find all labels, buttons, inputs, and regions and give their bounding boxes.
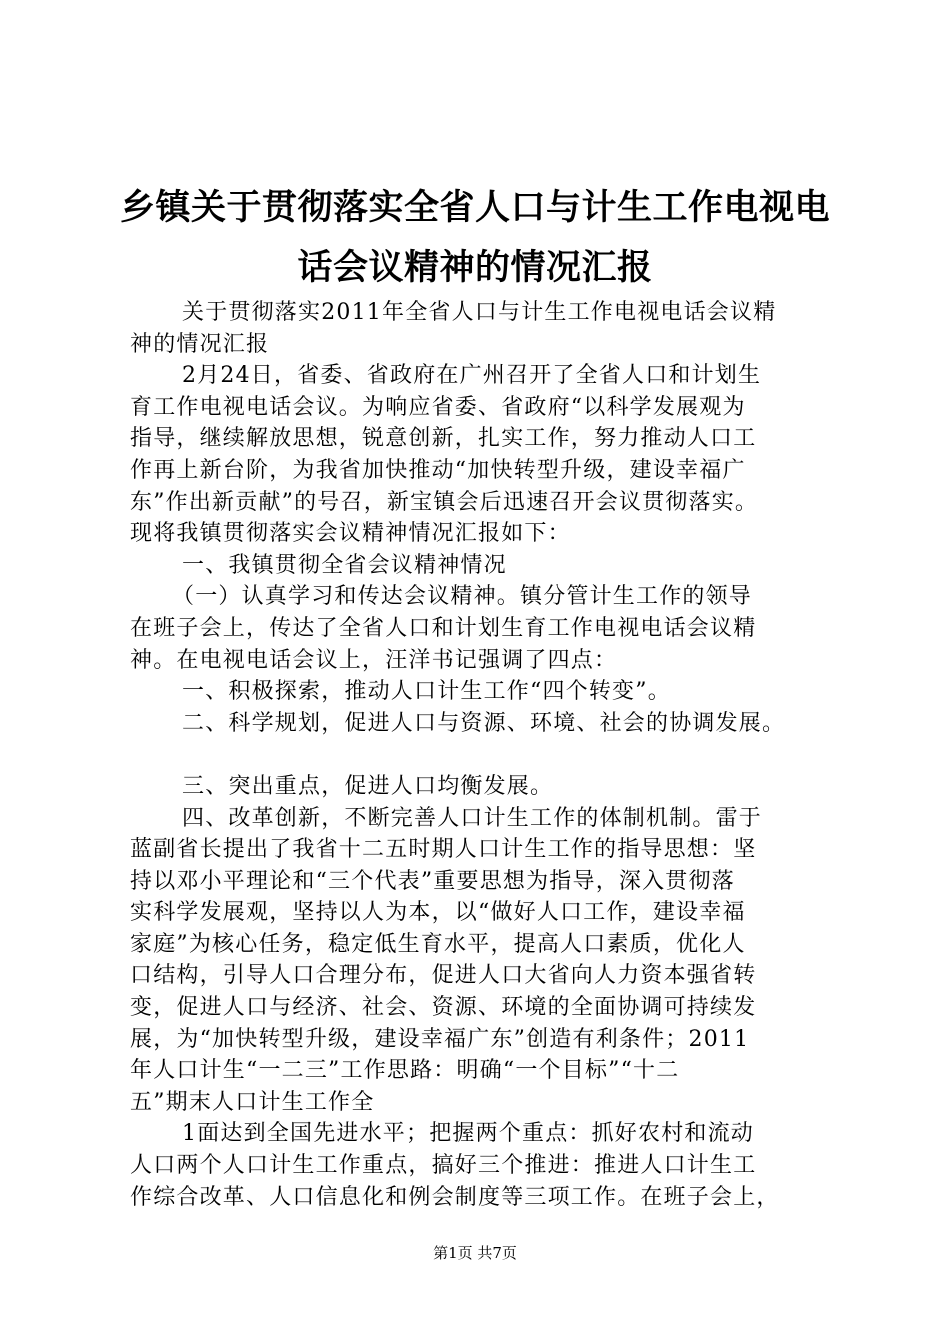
body-line: 人口两个人口计生工作重点，搞好三个推进：推进人口计生工 (130, 1153, 757, 1179)
list-item: 一、积极探索，推动人口计生工作“四个转变”。 (182, 679, 671, 705)
body-line: 指导，继续解放思想，锐意创新，扎实工作，努力推动人口工 (130, 426, 757, 452)
body-line: 变，促进人口与经济、社会、资源、环境的全面协调可持续发 (130, 995, 757, 1021)
body-line: 现将我镇贯彻落实会议精神情况汇报如下： (130, 521, 571, 547)
document-title (100, 178, 850, 298)
body-line: 东”作出新贡献”的号召，新宝镇会后迅速召开会议贯彻落实。 (130, 489, 759, 515)
title-line-1: 乡镇关于贯彻落实全省人口与计生工作电视电 (119, 188, 830, 228)
body-line: 2月24日，省委、省政府在广州召开了全省人口和计划生 (182, 363, 762, 389)
list-item: 三、突出重点，促进人口均衡发展。 (182, 773, 554, 799)
section-heading: 一、我镇贯彻全省会议精神情况 (182, 552, 507, 578)
body-line: 神的情况汇报 (130, 331, 270, 357)
body-line: 口结构，引导人口合理分布，促进人口大省向人力资本强省转 (130, 963, 757, 989)
body-line: （一）认真学习和传达会议精神。镇分管计生工作的领导 (172, 584, 753, 610)
body-line: 持以邓小平理论和“三个代表”重要思想为指导，深入贯彻落 (130, 868, 735, 894)
body-line: 在班子会上，传达了全省人口和计划生育工作电视电话会议精 (130, 615, 757, 641)
body-line: 五”期末人口计生工作全 (130, 1089, 375, 1115)
page-footer: 第1页 共7页 (433, 1244, 517, 1262)
body-line: 关于贯彻落实2011年全省人口与计生工作电视电话会议精 (182, 300, 777, 325)
document-body (130, 297, 845, 1213)
body-line: 神。在电视电话会议上，汪洋书记强调了四点： (130, 647, 618, 673)
body-line: 育工作电视电话会议。为响应省委、省政府“以科学发展观为 (130, 394, 746, 420)
title-line-2: 话会议精神的情况汇报 (297, 248, 653, 288)
body-line: 家庭”为核心任务，稳定低生育水平，提高人口素质，优化人 (130, 931, 746, 957)
body-line: 作再上新台阶，为我省加快推动“加快转型升级，建设幸福广 (130, 457, 746, 483)
body-line: 作综合改革、人口信息化和例会制度等三项工作。在班子会上， (130, 1184, 780, 1210)
body-line: 展，为“加快转型升级，建设幸福广东”创造有利条件；2011 (130, 1026, 750, 1052)
body-line: 年人口计生“一二三”工作思路：明确“一个目标”“十二 (130, 1058, 680, 1084)
body-line: 1面达到全国先进水平；把握两个重点：抓好农村和流动 (182, 1121, 754, 1147)
blank-line (130, 739, 845, 771)
list-item: 二、科学规划，促进人口与资源、环境、社会的协调发展。 (182, 710, 786, 736)
list-item: 四、改革创新，不断完善人口计生工作的体制机制。雷于 (182, 805, 763, 831)
body-line: 实科学发展观，坚持以人为本，以“做好人口工作，建设幸福 (130, 900, 746, 926)
body-line: 蓝副省长提出了我省十二五时期人口计生工作的指导思想：坚 (130, 837, 757, 863)
